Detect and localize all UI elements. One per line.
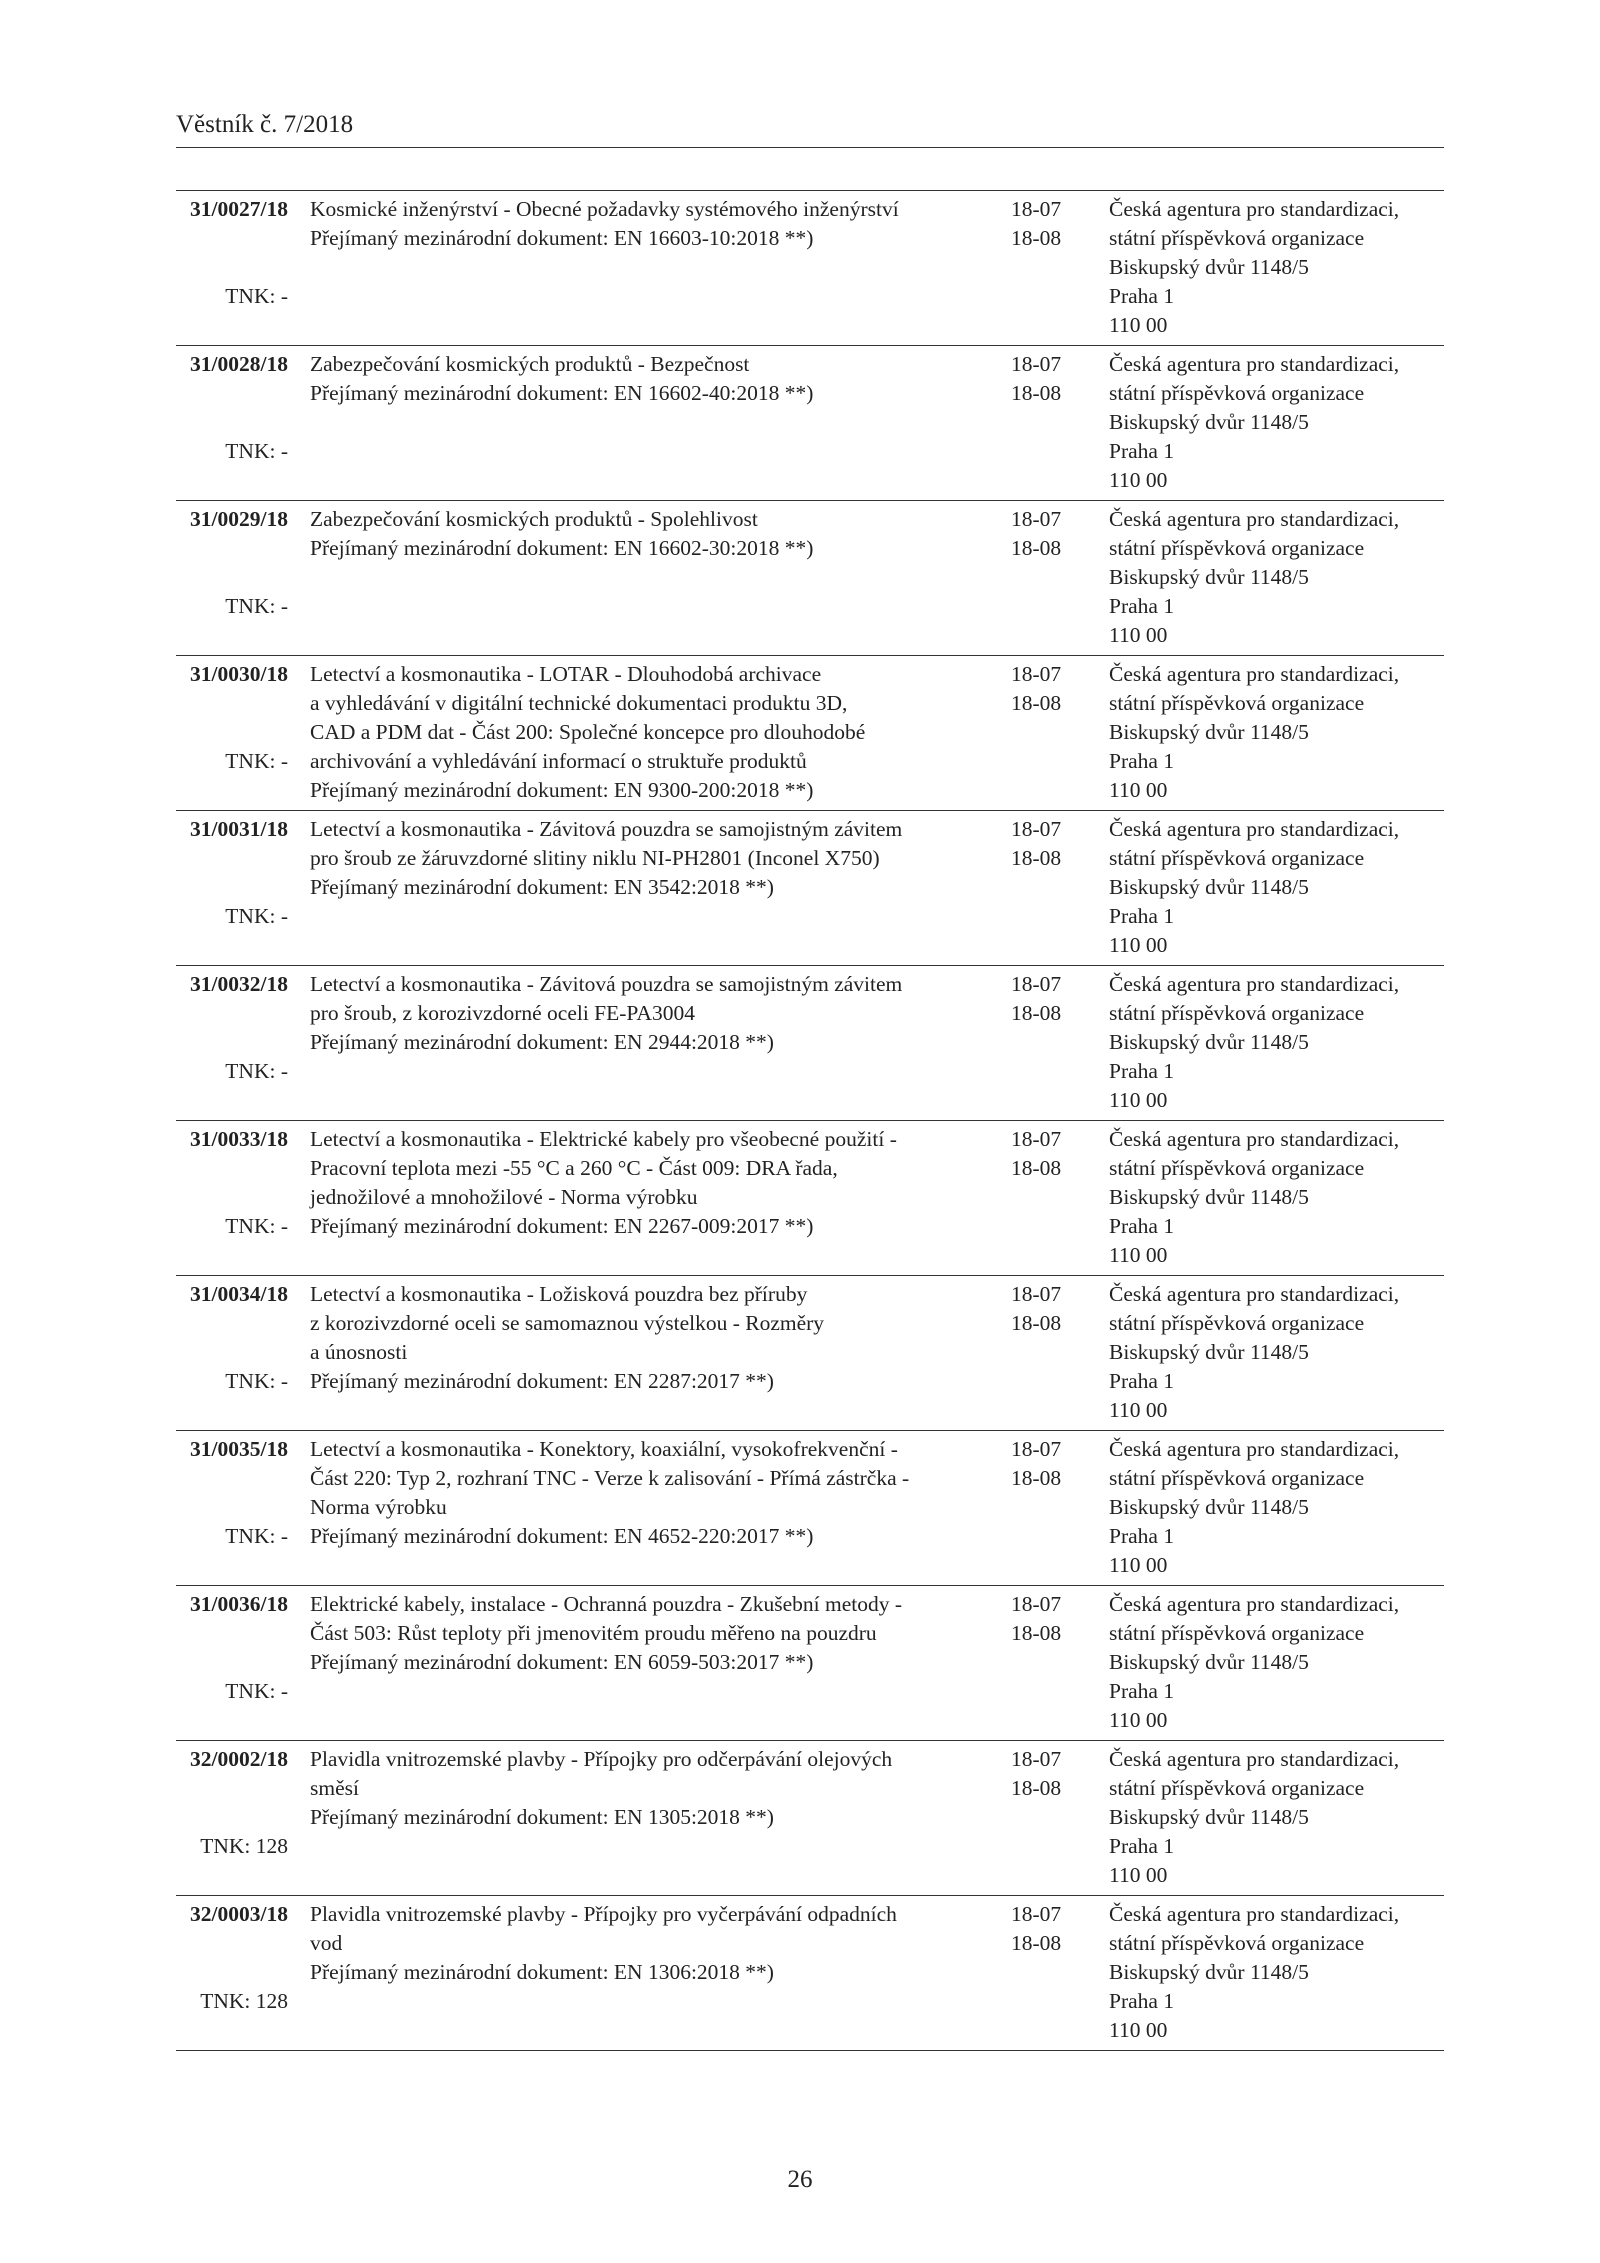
organization-line: státní příspěvková organizace	[1109, 1001, 1365, 1025]
title-line: Letectví a kosmonautika - Konektory, koaxiální, vysokofrekvenční -	[310, 1437, 898, 1461]
entry-id-column	[176, 1125, 288, 1270]
organization-line: 110 00	[1109, 1863, 1168, 1887]
entry-dates	[1011, 815, 1081, 873]
entry-id-column	[176, 1280, 288, 1425]
organization-line: státní příspěvková organizace	[1109, 1156, 1365, 1180]
organization-line: Biskupský dvůr 1148/5	[1109, 1650, 1309, 1674]
entry-number: 31/0032/18	[190, 972, 288, 996]
title-line: Pracovní teplota mezi -55 °C a 260 °C - Část 009: DRA řada,	[310, 1156, 838, 1180]
tnk-label: TNK: -	[225, 1369, 288, 1393]
date-code: 18-08	[1011, 1001, 1062, 1025]
standard-entry	[176, 1276, 1444, 1431]
standard-entry	[176, 1741, 1444, 1896]
organization-line: státní příspěvková organizace	[1109, 1776, 1365, 1800]
entry-organization	[1109, 970, 1444, 1115]
title-line: Zabezpečování kosmických produktů - Spolehlivost	[310, 507, 758, 531]
organization-line: Biskupský dvůr 1148/5	[1109, 1495, 1309, 1519]
title-line: Letectví a kosmonautika - Závitová pouzdra se samojistným závitem	[310, 817, 903, 841]
entry-organization	[1109, 660, 1444, 805]
title-line: jednožilové a mnohožilové - Norma výrobku	[310, 1185, 698, 1209]
title-line: pro šroub ze žáruvzdorné slitiny niklu NI-PH2801 (Inconel X750)	[310, 846, 880, 870]
title-line: Kosmické inženýrství - Obecné požadavky systémového inženýrství	[310, 197, 899, 221]
entry-id-column	[176, 1590, 288, 1735]
title-line: Přejímaný mezinárodní dokument: EN 2267-009:2017 **)	[310, 1214, 814, 1238]
entry-dates	[1011, 660, 1081, 718]
organization-line: státní příspěvková organizace	[1109, 1311, 1365, 1335]
organization-line: 110 00	[1109, 1088, 1168, 1112]
organization-line: Česká agentura pro standardizaci,	[1109, 817, 1400, 841]
entry-dates	[1011, 1590, 1081, 1648]
entry-organization	[1109, 1125, 1444, 1270]
title-line: Letectví a kosmonautika - Ložisková pouzdra bez příruby	[310, 1282, 808, 1306]
title-line: Plavidla vnitrozemské plavby - Přípojky pro vyčerpávání odpadních	[310, 1902, 897, 1926]
organization-line: Česká agentura pro standardizaci,	[1109, 1902, 1400, 1926]
organization-line: Biskupský dvůr 1148/5	[1109, 1030, 1309, 1054]
entry-dates	[1011, 970, 1081, 1028]
organization-line: státní příspěvková organizace	[1109, 226, 1365, 250]
tnk-label: TNK: -	[225, 594, 288, 618]
organization-line: státní příspěvková organizace	[1109, 536, 1365, 560]
organization-line: Biskupský dvůr 1148/5	[1109, 1340, 1309, 1364]
organization-line: Česká agentura pro standardizaci,	[1109, 972, 1400, 996]
organization-line: Praha 1	[1109, 1059, 1175, 1083]
entry-organization	[1109, 505, 1444, 650]
entry-organization	[1109, 195, 1444, 340]
organization-line: 110 00	[1109, 778, 1168, 802]
title-line: archivování a vyhledávání informací o struktuře produktů	[310, 749, 807, 773]
title-line: z korozivzdorné oceli se samomaznou výstelkou - Rozměry	[310, 1311, 825, 1335]
title-line: Norma výrobku	[310, 1495, 447, 1519]
title-line: Přejímaný mezinárodní dokument: EN 3542:2018 **)	[310, 875, 774, 899]
tnk-label: TNK: -	[225, 1214, 288, 1238]
title-line: vod	[310, 1931, 343, 1955]
standard-entry	[176, 346, 1444, 501]
standard-entry	[176, 1586, 1444, 1741]
entry-dates	[1011, 1745, 1081, 1803]
date-code: 18-08	[1011, 1621, 1062, 1645]
organization-line: státní příspěvková organizace	[1109, 1466, 1365, 1490]
date-code: 18-07	[1011, 817, 1062, 841]
date-code: 18-08	[1011, 1776, 1062, 1800]
entry-dates	[1011, 1125, 1081, 1183]
title-line: Přejímaný mezinárodní dokument: EN 9300-200:2018 **)	[310, 778, 814, 802]
entry-dates	[1011, 350, 1081, 408]
date-code: 18-08	[1011, 846, 1062, 870]
entry-number: 31/0028/18	[190, 352, 288, 376]
organization-line: 110 00	[1109, 2018, 1168, 2042]
organization-line: Česká agentura pro standardizaci,	[1109, 1282, 1400, 1306]
organization-line: Biskupský dvůr 1148/5	[1109, 1185, 1309, 1209]
title-line: Část 503: Růst teploty při jmenovitém proudu měřeno na pouzdru	[310, 1621, 877, 1645]
organization-line: Praha 1	[1109, 1369, 1175, 1393]
organization-line: státní příspěvková organizace	[1109, 381, 1365, 405]
date-code: 18-08	[1011, 226, 1062, 250]
entry-id-column	[176, 1900, 288, 2045]
title-line: pro šroub, z korozivzdorné oceli FE-PA3004	[310, 1001, 695, 1025]
date-code: 18-07	[1011, 1437, 1062, 1461]
tnk-label: TNK: 128	[200, 1989, 288, 2013]
title-line: Část 220: Typ 2, rozhraní TNC - Verze k zalisování - Přímá zástrčka -	[310, 1466, 910, 1490]
organization-line: Česká agentura pro standardizaci,	[1109, 352, 1400, 376]
title-line: CAD a PDM dat - Část 200: Společné koncepce pro dlouhodobé	[310, 720, 866, 744]
title-line: Přejímaný mezinárodní dokument: EN 2287:2017 **)	[310, 1369, 774, 1393]
organization-line: Česká agentura pro standardizaci,	[1109, 1747, 1400, 1771]
entry-number: 31/0036/18	[190, 1592, 288, 1616]
tnk-label: TNK: 128	[200, 1834, 288, 1858]
organization-line: Praha 1	[1109, 1834, 1175, 1858]
entry-dates	[1011, 1280, 1081, 1338]
organization-line: státní příspěvková organizace	[1109, 1621, 1365, 1645]
entry-number: 31/0033/18	[190, 1127, 288, 1151]
date-code: 18-08	[1011, 381, 1062, 405]
organization-line: Biskupský dvůr 1148/5	[1109, 720, 1309, 744]
entry-number: 32/0002/18	[190, 1747, 288, 1771]
date-code: 18-08	[1011, 1466, 1062, 1490]
organization-line: státní příspěvková organizace	[1109, 691, 1365, 715]
bulletin-title: Věstník č. 7/2018	[176, 111, 354, 138]
title-line: Elektrické kabely, instalace - Ochranná pouzdra - Zkušební metody -	[310, 1592, 903, 1616]
date-code: 18-08	[1011, 1931, 1062, 1955]
entry-number: 31/0031/18	[190, 817, 288, 841]
organization-line: Biskupský dvůr 1148/5	[1109, 1805, 1309, 1829]
organization-line: Praha 1	[1109, 439, 1175, 463]
organization-line: Biskupský dvůr 1148/5	[1109, 255, 1309, 279]
entry-id-column	[176, 970, 288, 1115]
title-line: Plavidla vnitrozemské plavby - Přípojky pro odčerpávání olejových	[310, 1747, 893, 1771]
standard-entry	[176, 191, 1444, 346]
entry-id-column	[176, 350, 288, 495]
date-code: 18-07	[1011, 1747, 1062, 1771]
organization-line: Praha 1	[1109, 1989, 1175, 2013]
date-code: 18-07	[1011, 1282, 1062, 1306]
entry-id-column	[176, 195, 288, 340]
organization-line: 110 00	[1109, 1398, 1168, 1422]
title-line: Přejímaný mezinárodní dokument: EN 4652-220:2017 **)	[310, 1524, 814, 1548]
organization-line: Česká agentura pro standardizaci,	[1109, 662, 1400, 686]
tnk-label: TNK: -	[225, 904, 288, 928]
standard-entry	[176, 1121, 1444, 1276]
organization-line: 110 00	[1109, 1243, 1168, 1267]
entry-dates	[1011, 195, 1081, 253]
title-line: Přejímaný mezinárodní dokument: EN 1306:2018 **)	[310, 1960, 774, 1984]
tnk-label: TNK: -	[225, 749, 288, 773]
entry-organization	[1109, 815, 1444, 960]
organization-line: 110 00	[1109, 1553, 1168, 1577]
date-code: 18-07	[1011, 1127, 1062, 1151]
entry-organization	[1109, 1435, 1444, 1580]
entry-number: 31/0034/18	[190, 1282, 288, 1306]
entry-number: 31/0027/18	[190, 197, 288, 221]
title-line: Letectví a kosmonautika - Závitová pouzdra se samojistným závitem	[310, 972, 903, 996]
organization-line: Biskupský dvůr 1148/5	[1109, 1960, 1309, 1984]
entry-organization	[1109, 350, 1444, 495]
page-header	[176, 110, 1444, 148]
standards-list	[176, 190, 1444, 2051]
organization-line: Česká agentura pro standardizaci,	[1109, 1127, 1400, 1151]
date-code: 18-07	[1011, 1902, 1062, 1926]
title-line: Letectví a kosmonautika - Elektrické kabely pro všeobecné použití -	[310, 1127, 897, 1151]
entry-number: 31/0029/18	[190, 507, 288, 531]
title-line: Letectví a kosmonautika - LOTAR - Dlouhodobá archivace	[310, 662, 822, 686]
date-code: 18-08	[1011, 691, 1062, 715]
title-line: a únosnosti	[310, 1340, 408, 1364]
page-number: 26	[787, 2166, 813, 2193]
organization-line: Česká agentura pro standardizaci,	[1109, 1592, 1400, 1616]
entry-number: 32/0003/18	[190, 1902, 288, 1926]
entry-organization	[1109, 1590, 1444, 1735]
tnk-label: TNK: -	[225, 1524, 288, 1548]
organization-line: Česká agentura pro standardizaci,	[1109, 1437, 1400, 1461]
date-code: 18-07	[1011, 662, 1062, 686]
organization-line: 110 00	[1109, 313, 1168, 337]
entry-organization	[1109, 1280, 1444, 1425]
entry-organization	[1109, 1900, 1444, 2045]
organization-line: Praha 1	[1109, 1679, 1175, 1703]
standard-entry	[176, 1896, 1444, 2051]
date-code: 18-07	[1011, 507, 1062, 531]
organization-line: Praha 1	[1109, 284, 1175, 308]
entry-id-column	[176, 660, 288, 805]
title-line: a vyhledávání v digitální technické dokumentaci produktu 3D,	[310, 691, 848, 715]
entry-dates	[1011, 1435, 1081, 1493]
standard-entry	[176, 966, 1444, 1121]
standard-entry	[176, 811, 1444, 966]
organization-line: státní příspěvková organizace	[1109, 846, 1365, 870]
organization-line: Česká agentura pro standardizaci,	[1109, 197, 1400, 221]
title-line: Přejímaný mezinárodní dokument: EN 16603-10:2018 **)	[310, 226, 814, 250]
organization-line: 110 00	[1109, 623, 1168, 647]
entry-id-column	[176, 1745, 288, 1890]
tnk-label: TNK: -	[225, 1059, 288, 1083]
date-code: 18-08	[1011, 536, 1062, 560]
tnk-label: TNK: -	[225, 439, 288, 463]
tnk-label: TNK: -	[225, 284, 288, 308]
title-line: Přejímaný mezinárodní dokument: EN 16602-30:2018 **)	[310, 536, 814, 560]
date-code: 18-07	[1011, 1592, 1062, 1616]
entry-dates	[1011, 505, 1081, 563]
organization-line: Praha 1	[1109, 1524, 1175, 1548]
organization-line: 110 00	[1109, 1708, 1168, 1732]
organization-line: Biskupský dvůr 1148/5	[1109, 410, 1309, 434]
title-line: Přejímaný mezinárodní dokument: EN 16602-40:2018 **)	[310, 381, 814, 405]
organization-line: Praha 1	[1109, 1214, 1175, 1238]
title-line: Přejímaný mezinárodní dokument: EN 6059-503:2017 **)	[310, 1650, 814, 1674]
organization-line: Praha 1	[1109, 749, 1175, 773]
date-code: 18-07	[1011, 197, 1062, 221]
organization-line: Biskupský dvůr 1148/5	[1109, 565, 1309, 589]
standard-entry	[176, 1431, 1444, 1586]
organization-line: Česká agentura pro standardizaci,	[1109, 507, 1400, 531]
date-code: 18-08	[1011, 1156, 1062, 1180]
tnk-label: TNK: -	[225, 1679, 288, 1703]
entry-dates	[1011, 1900, 1081, 1958]
title-line: Přejímaný mezinárodní dokument: EN 2944:2018 **)	[310, 1030, 774, 1054]
entry-number: 31/0030/18	[190, 662, 288, 686]
date-code: 18-07	[1011, 352, 1062, 376]
entry-id-column	[176, 505, 288, 650]
date-code: 18-08	[1011, 1311, 1062, 1335]
organization-line: 110 00	[1109, 933, 1168, 957]
organization-line: 110 00	[1109, 468, 1168, 492]
organization-line: Biskupský dvůr 1148/5	[1109, 875, 1309, 899]
date-code: 18-07	[1011, 972, 1062, 996]
title-line: Přejímaný mezinárodní dokument: EN 1305:2018 **)	[310, 1805, 774, 1829]
entry-number: 31/0035/18	[190, 1437, 288, 1461]
title-line: směsí	[310, 1776, 359, 1800]
organization-line: Praha 1	[1109, 594, 1175, 618]
entry-organization	[1109, 1745, 1444, 1890]
organization-line: Praha 1	[1109, 904, 1175, 928]
title-line: Zabezpečování kosmických produktů - Bezpečnost	[310, 352, 750, 376]
standard-entry	[176, 656, 1444, 811]
organization-line: státní příspěvková organizace	[1109, 1931, 1365, 1955]
standard-entry	[176, 501, 1444, 656]
entry-id-column	[176, 1435, 288, 1580]
entry-id-column	[176, 815, 288, 960]
